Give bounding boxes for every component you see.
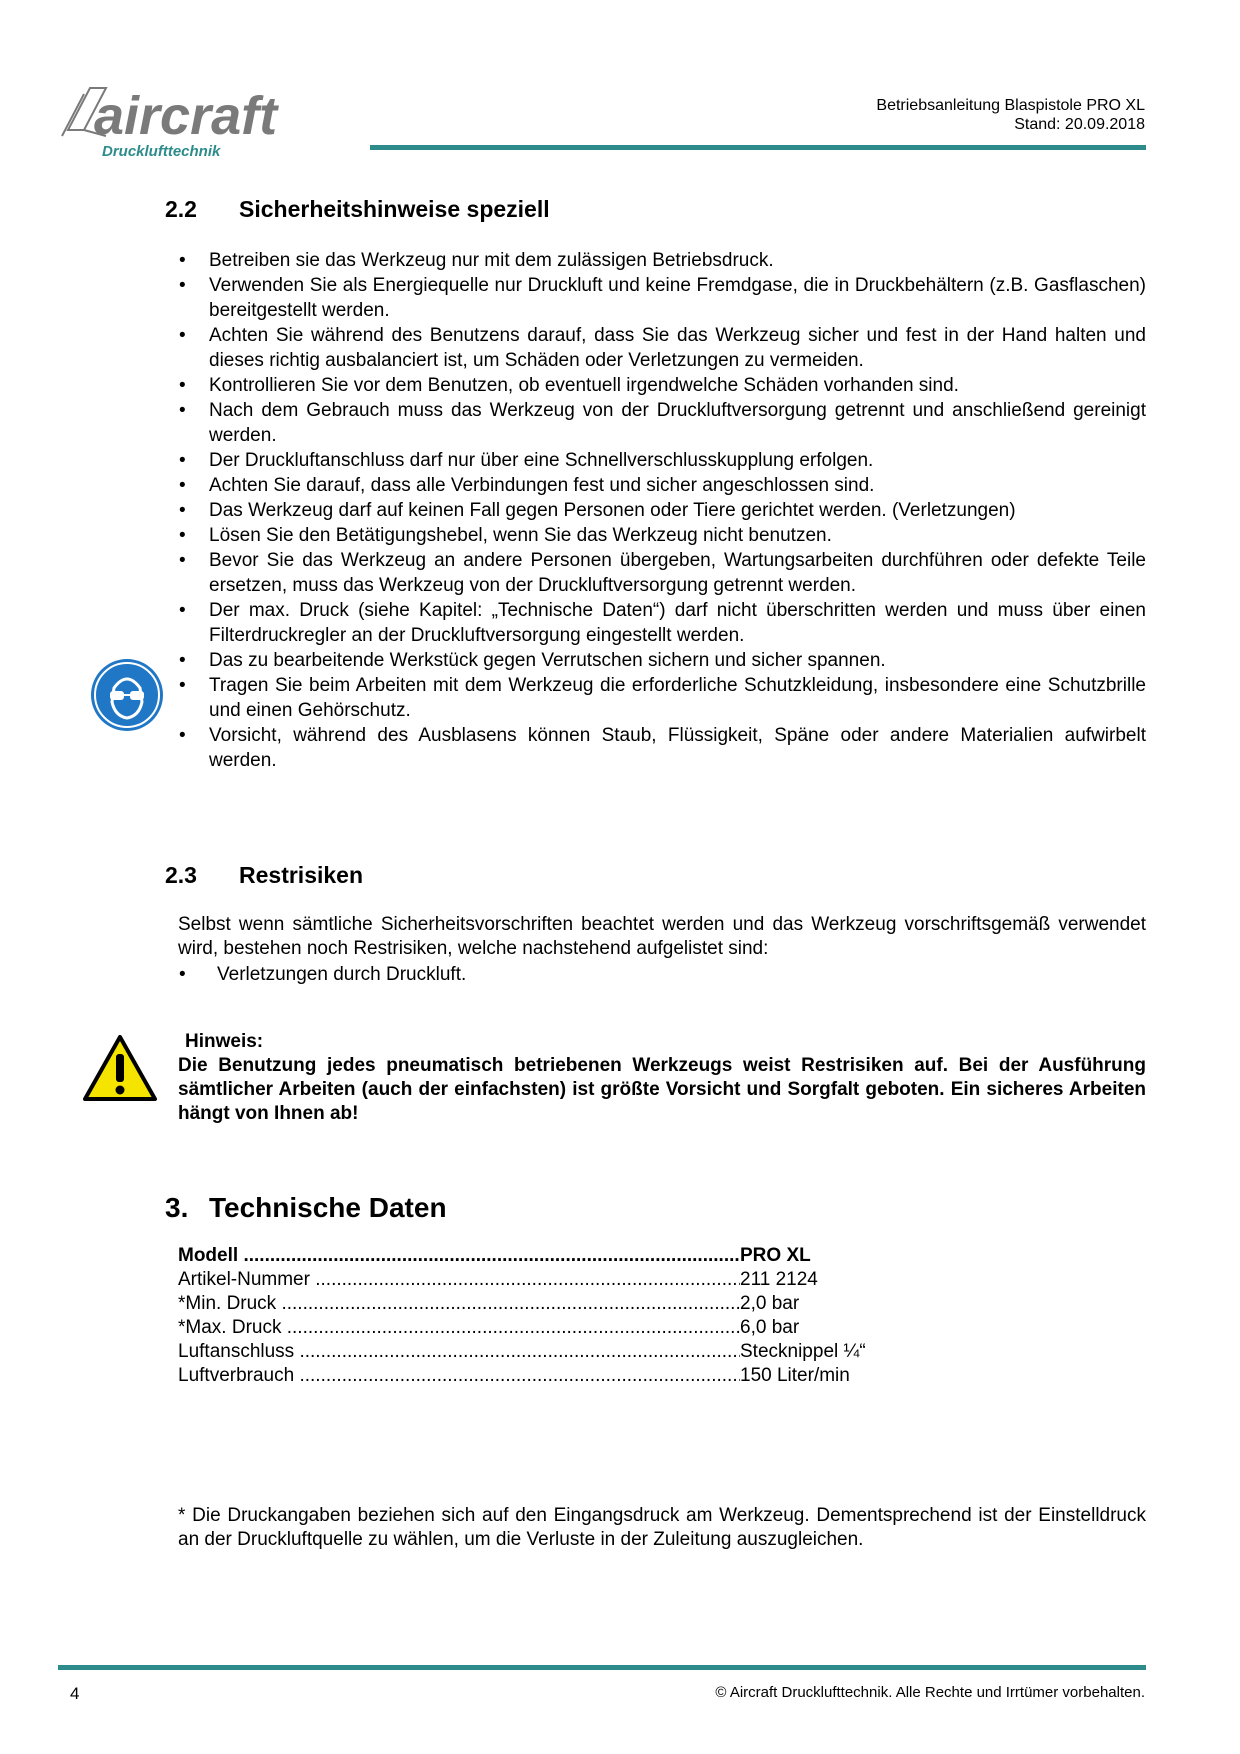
note-label: Hinweis:	[185, 1031, 264, 1052]
list-item: • Kontrollieren Sie vor dem Benutzen, ob eventuell irgendwelche Schäden vorhanden sind.	[165, 373, 1146, 398]
list-item: • Bevor Sie das Werkzeug an andere Personen übergeben, Wartungsarbeiten durchführen oder defekte Teile ersetzen, muss das Werkzeug von der Druckluftversorgung getrennt werden.	[165, 548, 1146, 598]
list-item: • Betreiben sie das Werkzeug nur mit dem zulässigen Betriebsdruck.	[165, 248, 1146, 273]
residual-risk-list	[165, 962, 1146, 987]
document-date: Stand: 20.09.2018	[1014, 116, 1145, 133]
spec-key: Luftanschluss .....	[178, 1340, 740, 1364]
spec-key: *Max. Druck .....	[178, 1316, 740, 1340]
footer-rule	[58, 1665, 1146, 1670]
section-number: 3.	[165, 1192, 189, 1223]
spec-value: 2,0 bar	[740, 1293, 800, 1314]
list-item: • Das zu bearbeitende Werkstück gegen Verrutschen sichern und sicher spannen.	[165, 648, 1146, 673]
spec-value: Stecknippel ¼“	[740, 1341, 866, 1362]
logo-subtitle: Drucklufttechnik	[102, 143, 221, 160]
list-item: • Achten Sie während des Benutzens darauf, dass Sie das Werkzeug sicher und fest in der Hand halten und dieses richtig ausbalanciert ist, um Schäden oder Verletzungen zu vermeiden.	[165, 323, 1146, 373]
list-item: • Das Werkzeug darf auf keinen Fall gegen Personen oder Tiere gerichtet werden. (Verletzungen)	[165, 498, 1146, 523]
list-item: • Achten Sie darauf, dass alle Verbindungen fest und sicher angeschlossen sind.	[165, 473, 1146, 498]
section-title: Technische Daten	[209, 1192, 447, 1223]
safety-glasses-mandatory-icon	[90, 658, 164, 732]
list-item: • Lösen Sie den Betätigungshebel, wenn Sie das Werkzeug nicht benutzen.	[165, 523, 1146, 548]
list-item: • Verletzungen durch Druckluft.	[165, 962, 1146, 987]
spec-value: 6,0 bar	[740, 1317, 800, 1338]
note-text: Die Benutzung jedes pneumatisch betriebenen Werkzeugs weist Restrisiken auf. Bei der Ausführung sämtlicher Arbeiten (auch der einfachsten) ist größte Vorsicht und Sorgfalt geboten. Ein sicheres Arbeiten hängt von Ihnen ab!	[178, 1055, 1146, 1124]
spec-table	[178, 1244, 1146, 1388]
spec-row	[178, 1316, 1146, 1340]
spec-key: *Min. Druck .....	[178, 1292, 740, 1316]
header-rule	[370, 145, 1146, 150]
section-heading-2-2	[165, 196, 550, 223]
section-number: 2.2	[165, 196, 197, 222]
list-item: • Vorsicht, während des Ausblasens können Staub, Flüssigkeit, Späne oder andere Materialien aufwirbelt werden.	[165, 723, 1146, 773]
warning-exclamation-icon	[82, 1034, 158, 1102]
list-item: • Verwenden Sie als Energiequelle nur Druckluft und keine Fremdgase, die in Druckbehältern (z.B. Gasflaschen) bereitgestellt werden.	[165, 273, 1146, 323]
section-heading-3	[165, 1192, 447, 1224]
spec-key: Luftverbrauch .....	[178, 1364, 740, 1388]
list-item: • Der Druckluftanschluss darf nur über eine Schnellverschlusskupplung erfolgen.	[165, 448, 1146, 473]
spec-row	[178, 1292, 1146, 1316]
spec-row	[178, 1268, 1146, 1292]
safety-bullet-list	[165, 248, 1146, 773]
spec-key: Artikel-Nummer .....	[178, 1268, 740, 1292]
page-number: 4	[70, 1684, 80, 1703]
pressure-footnote: * Die Druckangaben beziehen sich auf den Eingangsdruck am Werkzeug. Dementsprechend ist der Einstelldruck an der Druckluftquelle zu wählen, um die Verluste in der Zuleitung auszugleichen.	[178, 1505, 1146, 1550]
spec-row	[178, 1364, 1146, 1388]
section-title: Restrisiken	[239, 862, 364, 888]
spec-value: 211 2124	[740, 1269, 818, 1290]
aircraft-logo	[58, 78, 368, 160]
list-item: • Tragen Sie beim Arbeiten mit dem Werkzeug die erforderliche Schutzkleidung, insbesondere eine Schutzbrille und einen Gehörschutz.	[165, 673, 1146, 723]
copyright-notice: © Aircraft Drucklufttechnik. Alle Rechte und Irrtümer vorbehalten.	[715, 1684, 1145, 1701]
document-title: Betriebsanleitung Blaspistole PRO XL	[876, 97, 1145, 114]
spec-key: Modell .....	[178, 1244, 740, 1268]
residual-risk-intro: Selbst wenn sämtliche Sicherheitsvorschriften beachtet werden und das Werkzeug vorschriftsgemäß verwendet wird, bestehen noch Restrisiken, welche nachstehend aufgelistet sind:	[178, 914, 1146, 959]
list-item: • Nach dem Gebrauch muss das Werkzeug von der Druckluftversorgung getrennt und anschließend gereinigt werden.	[165, 398, 1146, 448]
spec-value: PRO XL	[740, 1245, 811, 1266]
logo-wordmark: aircraft	[94, 86, 278, 146]
section-title: Sicherheitshinweise speziell	[239, 196, 550, 222]
spec-value: 150 Liter/min	[740, 1365, 850, 1386]
spec-row-model	[178, 1244, 1146, 1268]
list-item: • Der max. Druck (siehe Kapitel: „Technische Daten“) darf nicht überschritten werden und muss über einen Filterdruckregler an der Druckluftversorgung eingestellt werden.	[165, 598, 1146, 648]
spec-row	[178, 1340, 1146, 1364]
section-heading-2-3	[165, 862, 363, 889]
section-number: 2.3	[165, 862, 197, 888]
